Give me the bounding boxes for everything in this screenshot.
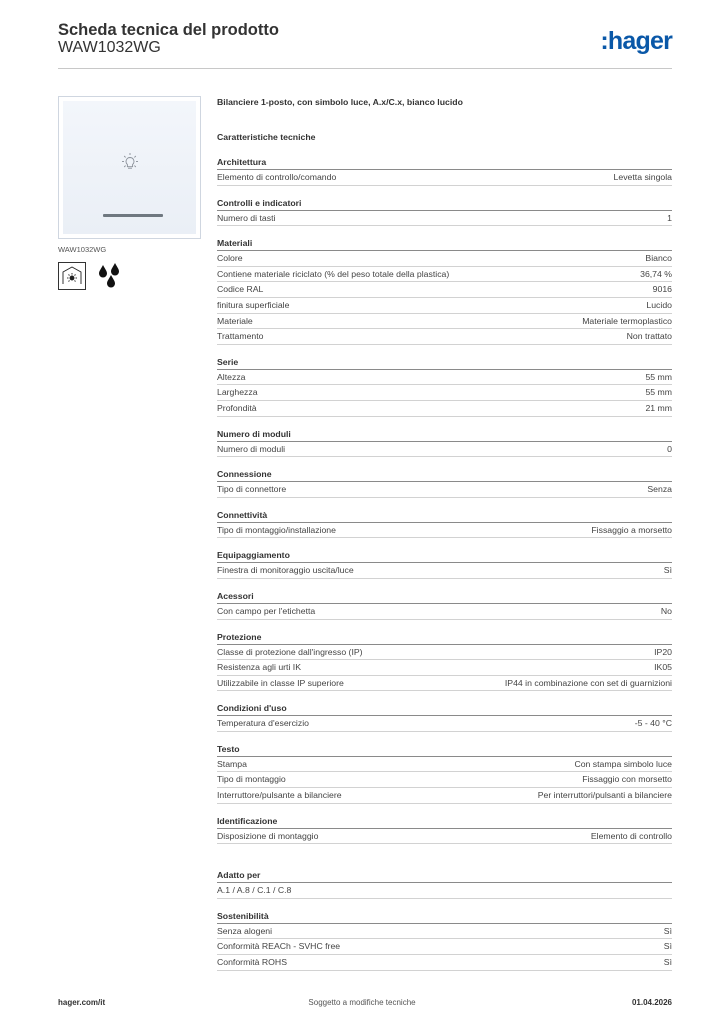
spec-row — [217, 955, 672, 971]
spec-row — [217, 676, 672, 692]
spec-label: Profondità — [217, 402, 257, 413]
spec-value: IP44 in combinazione con set di guarnizioni — [504, 677, 672, 688]
technical-sheet — [217, 96, 672, 971]
spec-section — [217, 815, 672, 845]
spec-value: Sì — [663, 925, 672, 936]
spec-label: Numero di moduli — [217, 443, 286, 454]
spec-label: Conformità REACh - SVHC free — [217, 941, 341, 952]
spec-label: Disposizione di montaggio — [217, 830, 319, 841]
spec-section — [217, 702, 672, 732]
spec-row — [217, 267, 672, 283]
spec-row — [217, 645, 672, 661]
section-title: Sostenibilità — [217, 910, 672, 924]
spec-label: Interruttore/pulsante a bilanciere — [217, 790, 342, 801]
spec-row — [217, 329, 672, 345]
section-title: Serie — [217, 356, 672, 370]
spec-row — [217, 314, 672, 330]
spec-section — [217, 428, 672, 458]
spec-value: IP20 — [654, 646, 672, 657]
spec-label: Contiene materiale riciclato (% del peso totale della plastica) — [217, 268, 450, 279]
spec-row — [217, 716, 672, 732]
spec-section — [217, 509, 672, 539]
spec-section — [217, 237, 672, 345]
spec-value: Sì — [663, 941, 672, 952]
product-code: WAW1032WG — [58, 39, 161, 56]
spec-row — [217, 883, 672, 899]
spec-label: A.1 / A.8 / C.1 / C.8 — [217, 885, 292, 896]
spec-value: Sì — [663, 565, 672, 576]
water-drops-icon — [96, 262, 124, 290]
spec-value: Sì — [663, 957, 672, 968]
spec-section — [217, 743, 672, 804]
spec-value: 1 — [667, 212, 672, 223]
spec-row — [217, 772, 672, 788]
section-title: Identificazione — [217, 815, 672, 829]
spec-section — [217, 156, 672, 186]
header-divider — [58, 68, 672, 69]
spec-value: 9016 — [652, 284, 672, 295]
footer-disclaimer: Soggetto a modifiche tecniche — [308, 998, 416, 1007]
spec-value: No — [660, 605, 672, 616]
spec-row — [217, 482, 672, 498]
spec-value: Non trattato — [626, 331, 672, 342]
spec-value: 55 mm — [645, 371, 672, 382]
product-image — [58, 96, 201, 239]
spec-label: Senza alogeni — [217, 925, 273, 936]
spec-section — [217, 549, 672, 579]
section-title: Condizioni d'uso — [217, 702, 672, 716]
spec-row — [217, 370, 672, 386]
spec-row — [217, 660, 672, 676]
spec-section — [217, 910, 672, 971]
rocker-indicator-line — [103, 214, 163, 217]
spec-value: 55 mm — [645, 387, 672, 398]
spec-row — [217, 604, 672, 620]
spec-label: Temperatura d'esercizio — [217, 718, 309, 729]
footer-date: 01.04.2026 — [631, 998, 672, 1007]
spec-row — [217, 251, 672, 267]
hager-logo: :hager — [600, 27, 672, 55]
spec-row — [217, 757, 672, 773]
spec-section — [217, 869, 672, 899]
section-title: Controlli e indicatori — [217, 197, 672, 211]
spec-value: Elemento di controllo — [590, 830, 672, 841]
spec-value: Lucido — [646, 299, 672, 310]
spec-row — [217, 401, 672, 417]
spec-row — [217, 924, 672, 940]
spec-section — [217, 631, 672, 692]
spec-label: Altezza — [217, 371, 246, 382]
spec-value: Senza — [647, 484, 672, 495]
section-title: Connessione — [217, 468, 672, 482]
indoor-light-icon — [58, 262, 86, 290]
spec-section — [217, 590, 672, 620]
spec-value: IK05 — [654, 662, 672, 673]
image-caption: WAW1032WG — [58, 245, 107, 254]
spec-sections — [217, 156, 672, 971]
spec-row — [217, 298, 672, 314]
spec-row — [217, 563, 672, 579]
section-title: Numero di moduli — [217, 428, 672, 442]
spec-row — [217, 442, 672, 458]
spec-label: Larghezza — [217, 387, 258, 398]
spec-section — [217, 197, 672, 227]
spec-label: Utilizzabile in classe IP superiore — [217, 677, 344, 688]
spec-value: -5 - 40 °C — [634, 718, 672, 729]
section-title: Acessori — [217, 590, 672, 604]
spec-value: Con stampa simbolo luce — [574, 758, 672, 769]
section-title: Testo — [217, 743, 672, 757]
characteristics-heading: Caratteristiche tecniche — [217, 132, 316, 142]
spec-label: Stampa — [217, 758, 247, 769]
spec-row — [217, 829, 672, 845]
spec-label: Tipo di montaggio — [217, 774, 286, 785]
spec-row — [217, 939, 672, 955]
light-bulb-icon — [118, 152, 142, 176]
product-image-surface — [63, 101, 196, 234]
spec-row — [217, 385, 672, 401]
section-title: Materiali — [217, 237, 672, 251]
spec-value: Fissaggio a morsetto — [591, 524, 672, 535]
spec-label: Resistenza agli urti IK — [217, 662, 302, 673]
spec-value: 21 mm — [645, 402, 672, 413]
spec-value: Bianco — [645, 253, 672, 264]
spec-label: Conformità ROHS — [217, 957, 288, 968]
spec-label: Numero di tasti — [217, 212, 276, 223]
spec-label: Codice RAL — [217, 284, 264, 295]
spec-value: Per interruttori/pulsanti a bilanciere — [537, 790, 672, 801]
spec-row — [217, 282, 672, 298]
product-description: Bilanciere 1-posto, con simbolo luce, A.x/C.x, bianco lucido — [217, 97, 463, 107]
section-title: Protezione — [217, 631, 672, 645]
spec-value: 36,74 % — [640, 268, 672, 279]
section-title: Equipaggiamento — [217, 549, 672, 563]
spec-row — [217, 170, 672, 186]
spec-value: Fissaggio con morsetto — [582, 774, 672, 785]
spec-label: Tipo di connettore — [217, 484, 287, 495]
spec-value: Levetta singola — [613, 172, 672, 182]
spec-label: Tipo di montaggio/installazione — [217, 524, 336, 535]
section-title: Connettività — [217, 509, 672, 523]
spec-section — [217, 356, 672, 417]
spec-value: 0 — [667, 443, 672, 454]
page-title: Scheda tecnica del prodotto — [58, 21, 279, 39]
footer-website: hager.com/it — [58, 998, 106, 1007]
section-title: Architettura — [217, 156, 672, 170]
spec-label: Con campo per l'etichetta — [217, 605, 316, 616]
spec-label: Classe di protezione dall'ingresso (IP) — [217, 646, 363, 657]
spec-label: Elemento di controllo/comando — [217, 172, 337, 182]
spec-label: Trattamento — [217, 331, 264, 342]
spec-row — [217, 523, 672, 539]
spec-label: Materiale — [217, 315, 253, 326]
spec-label: Colore — [217, 253, 243, 264]
spec-value: Materiale termoplastico — [582, 315, 672, 326]
spec-row — [217, 788, 672, 804]
section-title: Adatto per — [217, 869, 672, 883]
spec-section — [217, 468, 672, 498]
spec-label: Finestra di monitoraggio uscita/luce — [217, 565, 354, 576]
spec-row — [217, 211, 672, 227]
section-spacer — [217, 844, 672, 858]
spec-label: finitura superficiale — [217, 299, 290, 310]
